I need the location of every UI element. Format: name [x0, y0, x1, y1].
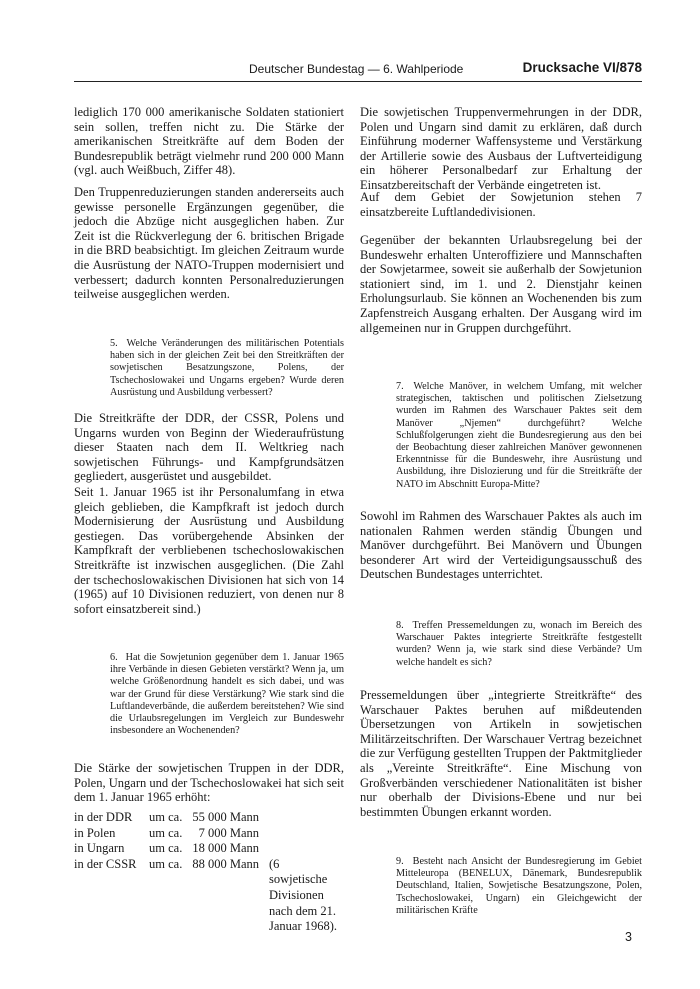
approx-cell: um ca.: [149, 841, 183, 856]
question-6: [110, 652, 344, 737]
question-number: 7.: [396, 381, 404, 392]
table-row: [74, 810, 339, 826]
paragraph: Auf dem Gebiet der Sowjetunion stehen 7 einsatzbereite Luftlandedivisionen.: [360, 190, 642, 219]
paragraph: Den Truppenreduzierungen standen andererseits auch gewisse personelle Ergänzungen gegenüber, die jedoch die Abzüge nicht ausgeglichen haben. Zur Zeit ist die Rückverlegung der 6. britischen Brigade in die BRD beabsichtigt. Im gleichen Zeitraum wurde die Ausrüstung der NATO-Truppen modernisiert und verbessert; dadurch konnten Personalreduzierungen teilweise ausgeglichen werden.: [74, 185, 344, 302]
troop-increase-table: [74, 810, 339, 935]
paragraph: Die Stärke der sowjetischen Truppen in der DDR, Polen, Ungarn und der Tschechoslowakei hat sich seit dem 1. Januar 1965 erhöht:: [74, 761, 344, 805]
question-8: [396, 620, 642, 669]
approx-cell: um ca.: [149, 810, 183, 824]
region-cell: in der DDR: [74, 810, 133, 824]
note-cell: [269, 810, 339, 826]
region-cell: in Polen: [74, 825, 116, 840]
question-5: [110, 338, 344, 399]
approx-cell: um ca.: [149, 856, 183, 871]
region-cell: in der CSSR: [74, 856, 137, 871]
paragraph: Sowohl im Rahmen des Warschauer Paktes als auch im nationalen Rahmen werden ständig Übungen und Manöver durchgeführt. Bei Manövern und Übungen besonderer Art wird der Verteidigungsausschuß des Deutschen Bundestages unterrichtet.: [360, 509, 642, 582]
question-9: [396, 856, 642, 917]
approx-cell: um ca.: [149, 825, 183, 840]
note-cell: [269, 826, 339, 842]
table-row: [74, 826, 339, 842]
paragraph: lediglich 170 000 amerikanische Soldaten stationiert sein sollen, treffen nicht zu. Die Stärke der amerikanischen Streitkräfte auf dem Boden der Bundesrepublik beträgt vielmehr rund 200 000 Mann (vgl. auch Weißbuch, Ziffer 48).: [74, 105, 344, 178]
table-row: [74, 841, 339, 857]
question-7: [396, 381, 642, 491]
region-cell: in Ungarn: [74, 841, 125, 856]
amount-cell: 18 000 Mann: [192, 841, 259, 856]
question-number: 5.: [110, 338, 118, 349]
question-text: Besteht nach Ansicht der Bundesregierung im Gebiet Mitteleuropa (BENELUX, Dänemark, Bundesrepublik Deutschland, Italien, Sowjetische Besatzungszone, Polen, Tschechoslowakei, Ungarn) ein Gleichgewicht der militärischen Kräfte: [396, 856, 642, 916]
amount-cell: 7 000 Mann: [198, 825, 259, 840]
paragraph: Gegenüber der bekannten Urlaubsregelung bei der Bundeswehr erhalten Unteroffiziere und Mannschaften der Sowjetarmee, soweit sie außerhalb der Sowjetunion stationiert sind, im 1. und 2. Dienstjahr keinen Erholungsurlaub. Sie können an Wochenenden bis zum Zapfenstreich Ausgang erhalten. Der Ausgang wird im allgemeinen nur in Gruppen durchgeführt.: [360, 233, 642, 335]
header-period: Deutscher Bundestag — 6. Wahlperiode: [249, 62, 464, 76]
amount-cell: 55 000 Mann: [192, 810, 259, 824]
question-number: 6.: [110, 652, 118, 663]
paragraph: Die sowjetischen Truppenvermehrungen in der DDR, Polen und Ungarn sind damit zu erklären, daß durch Einführung moderner Waffensysteme und Verstärkung der Artillerie sowie des Ausbaus der Luftverteidigung ein höherer Personalbedarf zur Erhaltung der Einsatzbereitschaft der Verbände eingetreten ist.: [360, 105, 642, 192]
question-text: Welche Veränderungen des militärischen Potentials haben sich in der gleichen Zeit bei den Streitkräften der sowjetischen Besatzungszone, Polens, der Tschechoslowakei und Ungarns ergeben? Wurde deren Ausrüstung und Ausbildung verbessert?: [110, 338, 344, 398]
paragraph: Die Streitkräfte der DDR, der CSSR, Polens und Ungarns wurden von Beginn der Wiederaufrüstung dieser Staaten nach dem II. Weltkrieg nach sowjetischen Führungs- und Kampfgrundsätzen gegliedert, ausgerüstet und ausgebildet.: [74, 411, 344, 484]
table-row: [74, 857, 339, 935]
amount-cell: 88 000 Mann: [192, 856, 259, 871]
question-text: Hat die Sowjetunion gegenüber dem 1. Januar 1965 ihre Verbände in diesen Gebieten verstärkt? Wenn ja, um welche Größenordnung handelt es sich dabei, und was war der Grund für diese Verstärkung? Wie stark sind die Luftlandeverbände, die außerdem bereitstehen? Wie sind die Urlaubsregelungen im Vergleich zur Bundeswehr insbesondere an Wochenenden?: [110, 652, 345, 737]
question-number: 9.: [396, 856, 404, 867]
note-cell: (6 sowjetische Divisionen nach dem 21. Januar 1968).: [269, 856, 338, 934]
header-doc-number: Drucksache VI/878: [522, 60, 642, 75]
paragraph: Pressemeldungen über „integrierte Streitkräfte“ des Warschauer Paktes beruhen auf mißdeutenden Übersetzungen von Artikeln in sowjetischen Militärzeitschriften. Der Warschauer Vertrag bezeichnet die zur Verfügung gestellten Truppen der Paktmitglieder als „Vereinte Streitkräfte“. Eine Mischung von Großverbänden verschiedener Nationalitäten ist bisher nur oberhalb der Divisions-Ebene und nur bei bestimmten Übungen erkannt worden.: [360, 688, 642, 819]
page-header: [74, 62, 642, 80]
header-rule: [74, 81, 642, 82]
question-text: Treffen Pressemeldungen zu, wonach im Bereich des Warschauer Paktes integrierte Streitkräfte festgestellt wurden? Wenn ja, wie stark sind diese Verbände? Um welche handelt es sich?: [396, 620, 642, 668]
paragraph: Seit 1. Januar 1965 ist ihr Personalumfang in etwa gleich geblieben, die Kampfkraft ist jedoch durch Modernisierung der Ausrüstung und Ausbildung gestiegen. Das vorübergehende Absinken der Kampfkraft der verbliebenen tschechoslowakischen Streitkräfte ist inzwischen ausgeglichen. (Die Zahl der tschechoslowakischen Divisionen hat sich von 14 (1965) auf 10 Divisionen reduziert, von denen nur 8 sofort einsatzbereit sind.): [74, 485, 344, 616]
question-text: Welche Manöver, in welchem Umfang, mit welcher strategischen, taktischen und politischen Zielsetzung wurden im Rahmen des Warschauer Paktes seit dem Manöver „Njemen“ durchgeführt? Welche Schlußfolgerungen zieht die Bundesregierung aus den bei der Beobachtung dieser zahlreichen Manöver gewonnenen Erkenntnisse für die Bundeswehr, ihre Ausrüstung und Ausbildung, ihre Dislozierung und für die Streitkräfte der NATO im Abschnitt Europa-Mitte?: [396, 381, 642, 490]
note-cell: [269, 841, 339, 857]
question-number: 8.: [396, 620, 404, 631]
page-number: 3: [625, 930, 632, 944]
